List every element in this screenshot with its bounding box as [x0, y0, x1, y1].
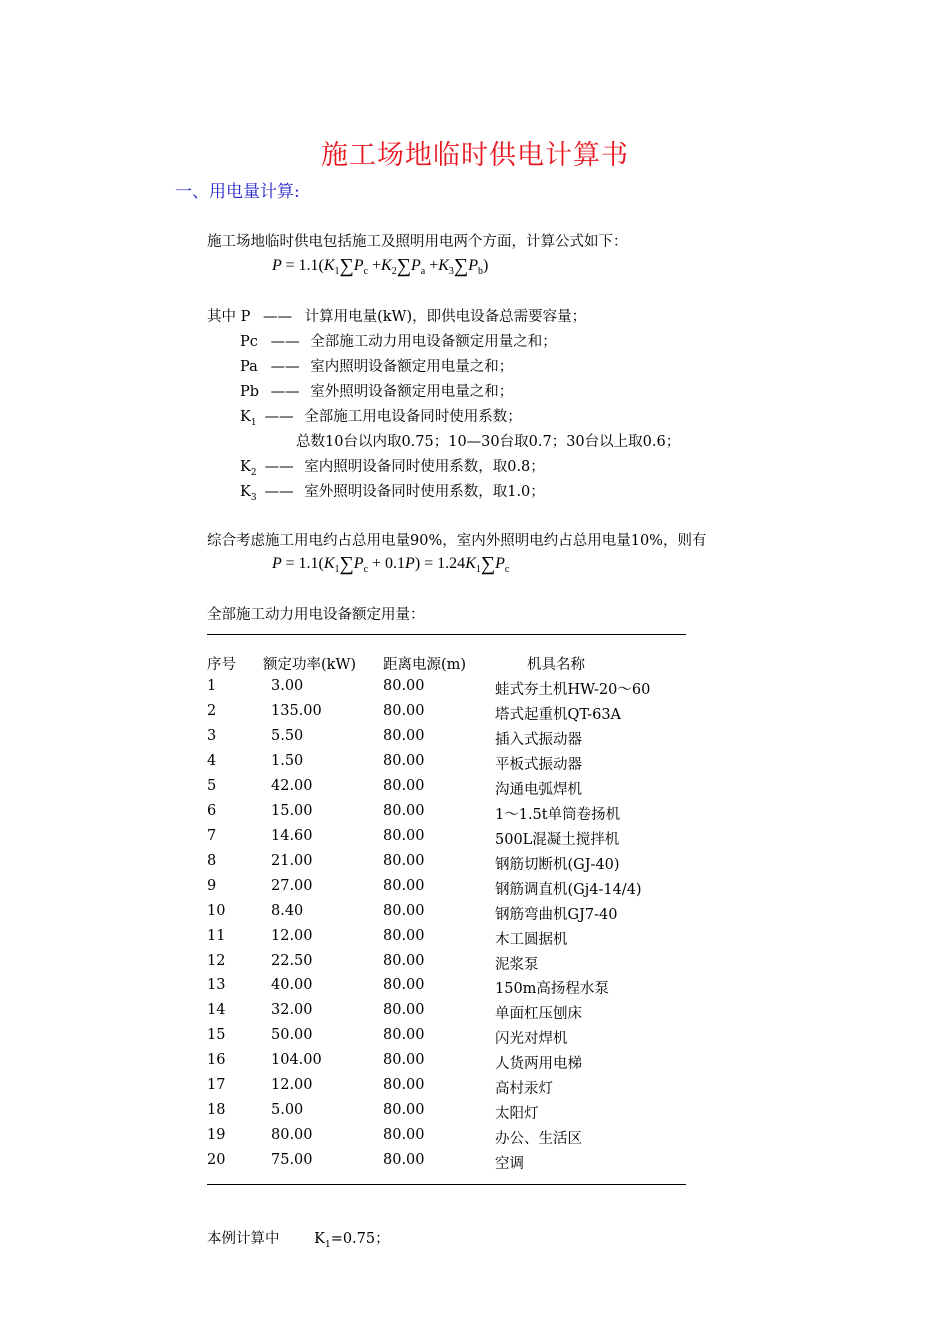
- table-cell: 13: [207, 977, 226, 994]
- table-cell: 40.00: [271, 977, 313, 994]
- table-cell: 6: [207, 802, 217, 819]
- table-cell: 高村汞灯: [495, 1081, 553, 1098]
- definition-k1-values: 总数10台以内取0.75；10—30台取0.7；30台以上取0.6；: [296, 434, 681, 450]
- table-cell: 太阳灯: [495, 1106, 539, 1123]
- table-cell: 钢筋调直机(Gj4-14/4): [495, 881, 642, 898]
- table-cell: 11: [207, 927, 226, 944]
- table-cell: 80.00: [383, 1027, 425, 1044]
- table-header-cell: 机具名称: [527, 657, 585, 673]
- table-cell: 80.00: [383, 703, 425, 719]
- table-cell: 3.00: [271, 678, 304, 694]
- table-cell: 32.00: [271, 1002, 313, 1019]
- table-cell: 18: [207, 1102, 226, 1119]
- page-title: 施工场地临时供电计算书: [321, 140, 629, 171]
- table-cell: 5.50: [271, 727, 304, 744]
- formula-simplified-power: $P = 1.1(K_1\sum P_c + 0.1P) = 1.24K_1\sum P_c$: [272, 553, 510, 576]
- table-cell: 80.00: [383, 927, 425, 944]
- table-cell: 1: [207, 678, 217, 694]
- footer-line: 本例计算中 $K_1=0.75$；: [207, 1231, 390, 1250]
- table-cell: 12.00: [271, 927, 313, 944]
- table-bottom-rule: [207, 1184, 686, 1185]
- table-cell: 1～1.5t单筒卷扬机: [495, 806, 621, 823]
- table-cell: 12: [207, 952, 226, 969]
- definition-p: 其中 P —— 计算用电量(kW)，即供电设备总需要容量；: [207, 309, 587, 325]
- definition-pa: Pa —— 室内照明设备额定用电量之和；: [240, 359, 514, 375]
- table-cell: 80.00: [383, 802, 425, 819]
- table-cell: 4: [207, 752, 217, 769]
- section-heading: 一、用电量计算:: [175, 182, 300, 202]
- table-cell: 75.00: [271, 1152, 313, 1168]
- table-cell: 木工圆据机: [495, 931, 568, 948]
- intro-text: 施工场地临时供电包括施工及照明用电两个方面，计算公式如下：: [207, 234, 628, 250]
- table-cell: 平板式振动器: [495, 756, 582, 773]
- table-cell: 9: [207, 877, 217, 894]
- table-cell: 80.00: [383, 678, 425, 694]
- table-cell: 办公、生活区: [495, 1131, 582, 1148]
- table-cell: 钢筋弯曲机GJ7-40: [495, 906, 618, 923]
- table-cell: 15: [207, 1027, 226, 1044]
- table-cell: 80.00: [383, 1002, 425, 1019]
- summary-text: 综合考虑施工用电约占总用电量90%，室内外照明电约占总用电量10%，则有: [207, 533, 707, 549]
- table-cell: 80.00: [383, 1102, 425, 1119]
- table-cell: 泥浆泵: [495, 956, 539, 973]
- table-cell: 8.40: [271, 902, 304, 919]
- table-cell: 150m高扬程水泵: [495, 981, 609, 998]
- table-cell: 14.60: [271, 827, 313, 844]
- table-cell: 5.00: [271, 1102, 304, 1119]
- table-cell: 沟通电弧焊机: [495, 781, 582, 798]
- table-cell: 80.00: [383, 827, 425, 844]
- table-cell: 80.00: [383, 727, 425, 744]
- table-cell: 16: [207, 1052, 226, 1069]
- table-cell: 5: [207, 777, 217, 794]
- table-cell: 22.50: [271, 952, 313, 969]
- table-cell: 单面杠压刨床: [495, 1006, 582, 1023]
- table-cell: 80.00: [383, 1052, 425, 1069]
- table-cell: 135.00: [271, 703, 322, 719]
- table-cell: 闪光对焊机: [495, 1031, 568, 1048]
- table-cell: 3: [207, 727, 217, 744]
- table-cell: 80.00: [383, 952, 425, 969]
- table-cell: 14: [207, 1002, 226, 1019]
- table-cell: 80.00: [383, 1127, 425, 1144]
- table-cell: 104.00: [271, 1052, 322, 1069]
- table-cell: 80.00: [271, 1127, 313, 1144]
- table-cell: 空调: [495, 1156, 524, 1172]
- table-cell: 12.00: [271, 1077, 313, 1094]
- table-cell: 500L混凝土搅拌机: [495, 831, 620, 848]
- table-header-cell: 序号: [207, 657, 236, 673]
- table-cell: 10: [207, 902, 226, 919]
- table-caption: 全部施工动力用电设备额定用量：: [207, 607, 425, 623]
- definition-k3: $K_3$ —— 室外照明设备同时使用系数，取1.0；: [240, 484, 545, 503]
- table-cell: 19: [207, 1127, 226, 1144]
- table-cell: 80.00: [383, 902, 425, 919]
- definition-k1: $K_1$ —— 全部施工用电设备同时使用系数；: [240, 409, 522, 428]
- table-header-cell: 距离电源(m): [383, 657, 467, 673]
- formula-total-power: $P = 1.1(K_1\sum P_c +K_2\sum P_a +K_3\sum P_b)$: [272, 255, 489, 278]
- table-cell: 50.00: [271, 1027, 313, 1044]
- table-cell: 7: [207, 827, 217, 844]
- table-cell: 20: [207, 1152, 226, 1168]
- table-cell: 80.00: [383, 877, 425, 894]
- definition-pb: Pb —— 室外照明设备额定用电量之和；: [240, 384, 514, 400]
- table-cell: 2: [207, 703, 217, 719]
- table-cell: 钢筋切断机(GJ-40): [495, 856, 620, 873]
- table-cell: 21.00: [271, 852, 313, 869]
- definition-pc: Pc —— 全部施工动力用电设备额定用量之和；: [240, 334, 557, 350]
- table-top-rule: [207, 634, 686, 635]
- table-cell: 8: [207, 852, 217, 869]
- table-cell: 蛙式夯土机HW-20～60: [495, 682, 651, 698]
- table-cell: 插入式振动器: [495, 731, 582, 748]
- definition-k2: $K_2$ —— 室内照明设备同时使用系数，取0.8；: [240, 459, 545, 478]
- table-cell: 塔式起重机QT-63A: [495, 707, 622, 723]
- table-cell: 80.00: [383, 852, 425, 869]
- table-cell: 80.00: [383, 752, 425, 769]
- table-cell: 80.00: [383, 1152, 425, 1168]
- table-cell: 42.00: [271, 777, 313, 794]
- table-header-cell: 额定功率(kW): [263, 657, 357, 673]
- table-cell: 17: [207, 1077, 226, 1094]
- table-cell: 80.00: [383, 977, 425, 994]
- table-cell: 15.00: [271, 802, 313, 819]
- table-cell: 27.00: [271, 877, 313, 894]
- table-cell: 80.00: [383, 1077, 425, 1094]
- table-cell: 80.00: [383, 777, 425, 794]
- table-cell: 人货两用电梯: [495, 1056, 582, 1073]
- table-cell: 1.50: [271, 752, 304, 769]
